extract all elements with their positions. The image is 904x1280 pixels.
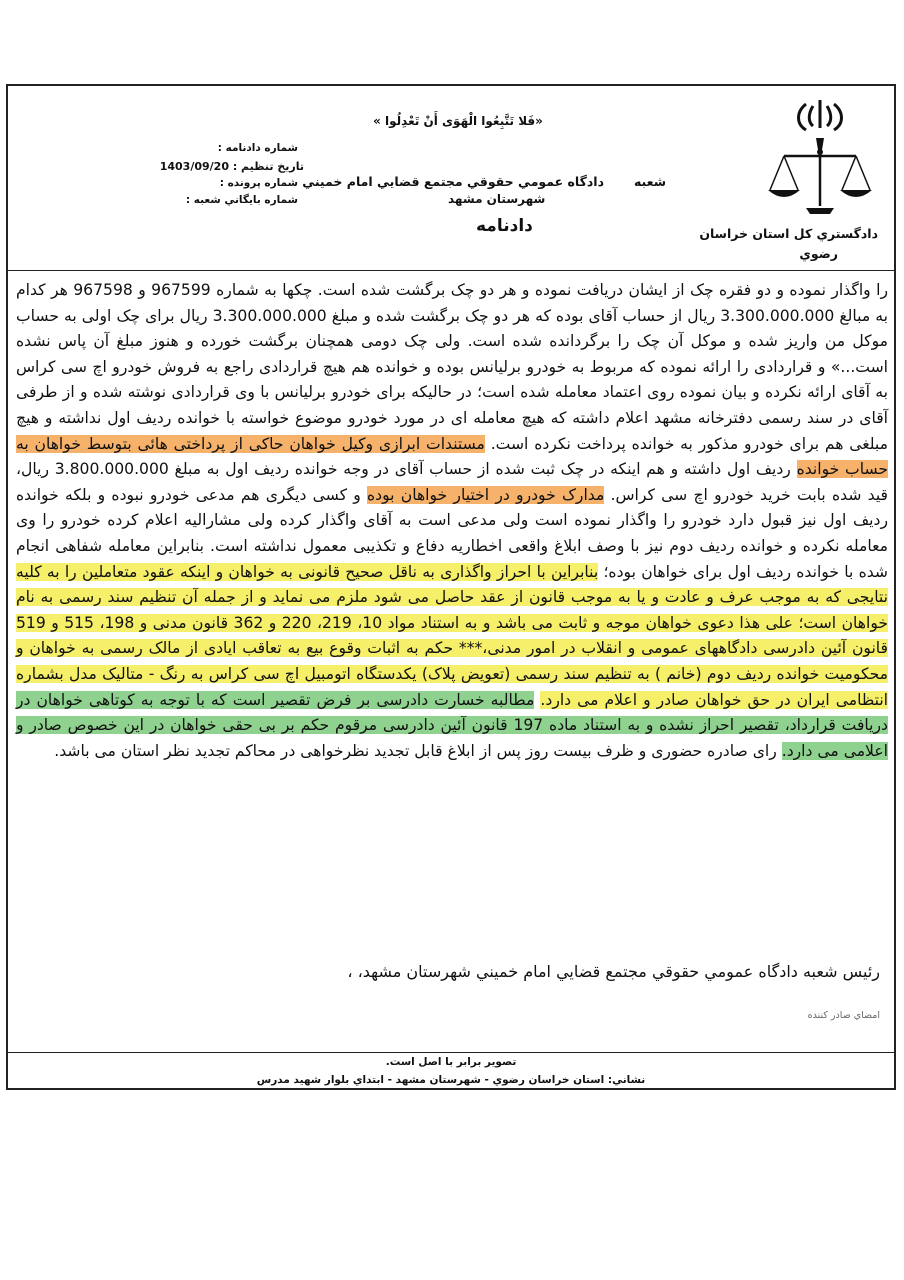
header-divider [8, 270, 894, 271]
body-segment-1: را واگذار نموده و دو فقره چک از ایشان دریافت نموده و هر دو چک برگشت شده است. چکها به شماره 967599 و 967598 هر کدام به مبالغ 3.300.000.000 ریال از حساب آقای بوده که هر دو چک برگشت شده و مبلغ 3.300.000.000 ریال برای چک اولی به حساب موکل من واریز شده و موکل آن چک را برگردانده شده است. ولی چک دومی همچنان برگشت خورده و هنوز مبلغ آن پاس نشده است...» و قراردادی را ارائه نموده که مربوط به خودرو برلیانس بوده و خوانده هم هیچ قراردادی راجع به فروش خودرو اچ سی کراس به آقای ارائه نکرده و بیان نموده روی اعتماد معامله شده است؛ در حالیکه برای خودرو برلیانس با وی قراردادی نوشته شده و از طرفی آقای در سند رسمی دفترخانه مشهد اعلام داشته که هیچ معامله ای در مورد خودرو موضوع خواسته با خوانده ردیف اول نداشته و هیچ مبلغی هم برای خودرو مذکور به خوانده پرداخت نکرده است. [16, 281, 888, 453]
highlight-ruling: بنابراین با احراز واگذاری به ناقل صحیح قانونی به خواهان و اینکه عقود متعاملین را به کلیه نتایجی که به موجب عرف و عادت و یا به موجب قانون از عقد حاصل می شود ملزم می نماید و از جمله آن تنظیم سند رسمی به نام خواهان است؛ علی هذا دعوی خواهان موجه و ثابت می باشد و به استناد مواد 10، 219، 220 و 362 قانون مدنی و 198، 515 و 519 قانون آئین دادرسی دادگاههای عمومی و انقلاب در امور مدنی،*** حکم به اثبات وقوع بیع به تعاقب ایادی از مالک رسمی به خواهان و محکومیت خوانده ردیف دوم (خانم ) به تنظیم سند رسمی (تعویض پلاک) یکدستگاه اتومبیل اچ سی کراس به رنگ - متالیک مدل بشماره انتظامی ایران در حق خواهان صادر و اعلام می دارد. [16, 562, 889, 709]
body-segment-3: و کسی دیگری هم مدعی خودرو نبوده و بلکه خوانده ردیف اول نیز قبول دارد خودرو را واگذار نموده است ولی مدعی است به آقای واگذار کرده ولی مشارالیه اعلام کرده خودرو را وی معامله نکرده و خوانده ردیف دوم نیز با وصف ابلاغ واقعی اخطاریه دفاع و تکذیبی معمول نداشته است. بنابراین معامله شفاهی انجام شده با خوانده ردیف اول برای خواهان بوده؛ [16, 485, 888, 581]
judiciary-name: دادگستري كل استان خراسان [699, 226, 878, 241]
highlight-evidence: مستندات ابرازی وکیل خواهان حاکی از پرداختی هائی بتوسط خواهان به حساب خوانده [16, 434, 888, 479]
case-number-label: شماره پرونده : [219, 177, 298, 189]
province-name: رضوي [799, 246, 838, 261]
iran-emblem-scales-icon [760, 94, 880, 222]
copy-note: تصوير برابر با اصل است. [385, 1056, 517, 1068]
verse: «فَلا تَتَّبِعُوا الْهَوَى أَنْ تَعْدِلُوا » [373, 114, 543, 128]
date-row [160, 160, 304, 173]
body-segment-5: رای صادره حضوری و ظرف بیست روز پس از ابلاغ قابل تجدید نظرخواهی در محاکم تجدید نظر استان می باشد. [54, 741, 782, 760]
court-city: شهرستان مشهد [448, 192, 546, 206]
date-value: 1403/09/20 [159, 160, 229, 173]
verdict-paragraph [16, 278, 888, 764]
footer-divider [8, 1052, 894, 1053]
highlight-damages: مطالبه خسارت دادرسی بر فرض تقصیر است که با توجه به کوتاهی خواهان در دریافت قرارداد، تقصیر احراز نشده و به استناد ماده 197 قانون آئین دادرسی مرقوم حکم بر بی حقی خواهان در این خصوص صادر و اعلامی می دارد. [16, 690, 889, 760]
verdict-body [16, 278, 888, 764]
verdict-number-label: شماره دادنامه : [217, 142, 298, 154]
archive-number-label: شماره بايگاني شعبه : [185, 194, 298, 206]
signature-note: امضاي صادر كننده [807, 1010, 880, 1021]
highlight-car-documents: مدارک خودرو در اختیار خواهان بوده [367, 485, 605, 504]
document-frame [6, 84, 896, 1090]
address: نشاني: استان خراسان رضوي - شهرستان مشهد - ابتداي بلوار شهيد مدرس [256, 1074, 646, 1086]
signature-line: رئيس شعبه دادگاه عمومي حقوقي مجتمع قضايي امام خميني شهرستان مشهد، ، [347, 962, 880, 981]
doc-type-title: دادنامه [476, 216, 533, 236]
court-name: دادگاه عمومي حقوقي مجتمع قضايي امام خميني [302, 174, 604, 189]
branch-label: شعبه [633, 174, 666, 189]
date-label: تاريخ تنظيم : [232, 160, 304, 173]
body-segment-2: ردیف اول داشته و هم اینکه در چک ثبت شده از حساب آقای در وجه خوانده ردیف اول به مبلغ 3.800.000.000 ریال، قید شده بابت خرید خودرو اچ سی کراس. [16, 460, 888, 504]
